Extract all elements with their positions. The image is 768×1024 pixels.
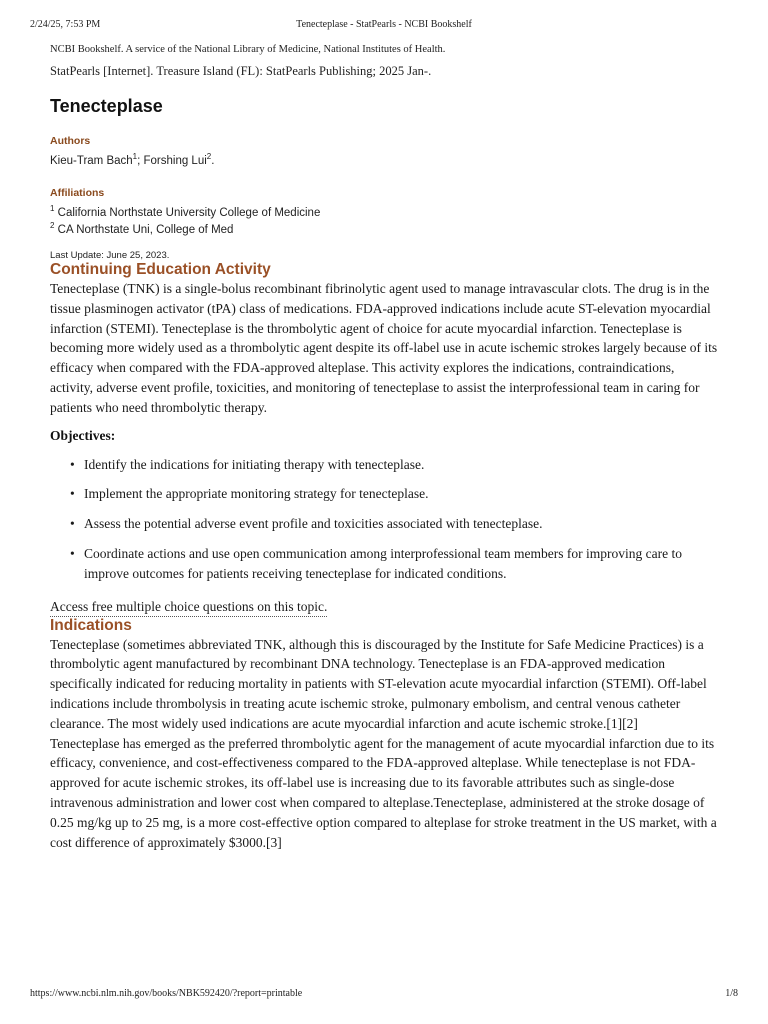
section-heading-continuing-education: Continuing Education Activity [50,261,271,278]
objective-text: Assess the potential adverse event profile and toxicities associated with tenecteplase. [84,516,543,532]
bullet-icon: • [70,545,75,561]
affiliation-text: CA Northstate Uni, College of Med [57,224,234,236]
print-datetime: 2/24/25, 7:53 PM [30,19,101,30]
list-item [70,514,720,534]
objective-text: Identify the indications for initiating therapy with tenecteplase. [84,456,425,472]
list-item [70,544,720,584]
author-affiliation-ref[interactable]: 2 [206,152,212,162]
document-content [50,44,720,852]
page-title: Tenecteplase [50,96,163,116]
page-number: 1/8 [725,988,738,999]
affiliation-item [50,222,720,239]
author-affiliation-ref[interactable]: 1 [132,152,138,162]
objectives-label: Objectives: [50,427,116,443]
last-update: Last Update: June 25, 2023. [50,250,170,261]
objective-text: Implement the appropriate monitoring strategy for tenecteplase. [84,486,429,502]
author-name[interactable]: Kieu-Tram Bach [50,155,133,167]
bullet-icon: • [70,486,75,502]
author-name[interactable]: Forshing Lui [143,155,207,167]
affiliation-number: 1 [50,204,55,214]
affiliation-item [50,205,720,222]
affiliation-text: California Northstate University College of Medicine [57,207,321,219]
indications-paragraph: Tenecteplase has emerged as the preferred thrombolytic agent for the management of acute myocardial infarction due to its efficacy, convenience, and cost-effectiveness compared to the FDA-approved alteplase. While tenecteplase is not FDA-approved for acute ischemic strokes, its off-label use is increasing due to its favorable attributes such as single-dose intravenous administration and lower cost when compared to alteplase.Tenecteplase, administered at the stroke dosage of 0.25 mg/kg up to 25 mg, is a more cost-effective option compared to alteplase for stroke treatment in the US market, with a cost difference of approximately $3000.[3] [50,735,717,850]
author-separator: ; [137,155,144,167]
list-item [70,455,720,475]
print-header [30,19,738,33]
list-item [70,484,720,504]
print-url: https://www.ncbi.nlm.nih.gov/books/NBK592420/?report=printable [30,988,303,999]
affiliations-label[interactable]: Affiliations [50,187,105,199]
bookshelf-note: NCBI Bookshelf. A service of the National Library of Medicine, National Institutes of Health. [50,44,446,55]
objective-text: Coordinate actions and use open communication among interprofessional team members for improving care to improve outcomes for patients receiving tenecteplase for indicated conditions. [84,545,682,581]
section-heading-indications: Indications [50,616,132,634]
authors-label[interactable]: Authors [50,135,91,147]
print-page-title: Tenecteplase - StatPearls - NCBI Bookshelf [296,19,472,30]
print-footer [30,988,738,1002]
indications-paragraph: Tenecteplase (sometimes abbreviated TNK, although this is discouraged by the Institute for Safe Medicine Practices) is a thrombolytic agent manufactured by recombinant DNA technology. Tenecteplase is an FDA-approved medication specifically indicated for reducing mortality in patients with ST-elevation acute myocardial infarction (STEMI). Off-label indications include thrombolysis in treating acute ischemic stroke, pulmonary embolism, and central venous catheter clearance. The most widely used indications are acute myocardial infarction and acute ischemic stroke.[1][2] [50,636,707,731]
authors-line [50,152,720,167]
bullet-icon: • [70,456,75,472]
mcq-link[interactable]: Access free multiple choice questions on this topic. [50,599,327,617]
author-separator: . [211,155,215,167]
objectives-list [50,455,720,584]
bullet-icon: • [70,516,75,532]
ce-paragraph: Tenecteplase (TNK) is a single-bolus recombinant fibrinolytic agent used to manage intravascular clots. The drug is in the tissue plasminogen activator (tPA) class of medications. FDA-approved indications include acute ST-elevation myocardial infarction (STEMI). Tenecteplase is the thrombolytic agent of choice for acute myocardial infarction. Tenecteplase is becoming more widely used as a thrombolytic agent despite its off-label use in acute ischemic strokes largely because of its efficacy when compared with the FDA-approved alteplase. This activity explores the indications, contraindications, activity, adverse event profile, toxicities, and monitoring of tenecteplase to assist the interprofessional team in caring for patients who need thrombolytic therapy. [50,281,718,415]
affiliation-number: 2 [50,221,55,231]
citation: StatPearls [Internet]. Treasure Island (FL): StatPearls Publishing; 2025 Jan-. [50,64,432,78]
